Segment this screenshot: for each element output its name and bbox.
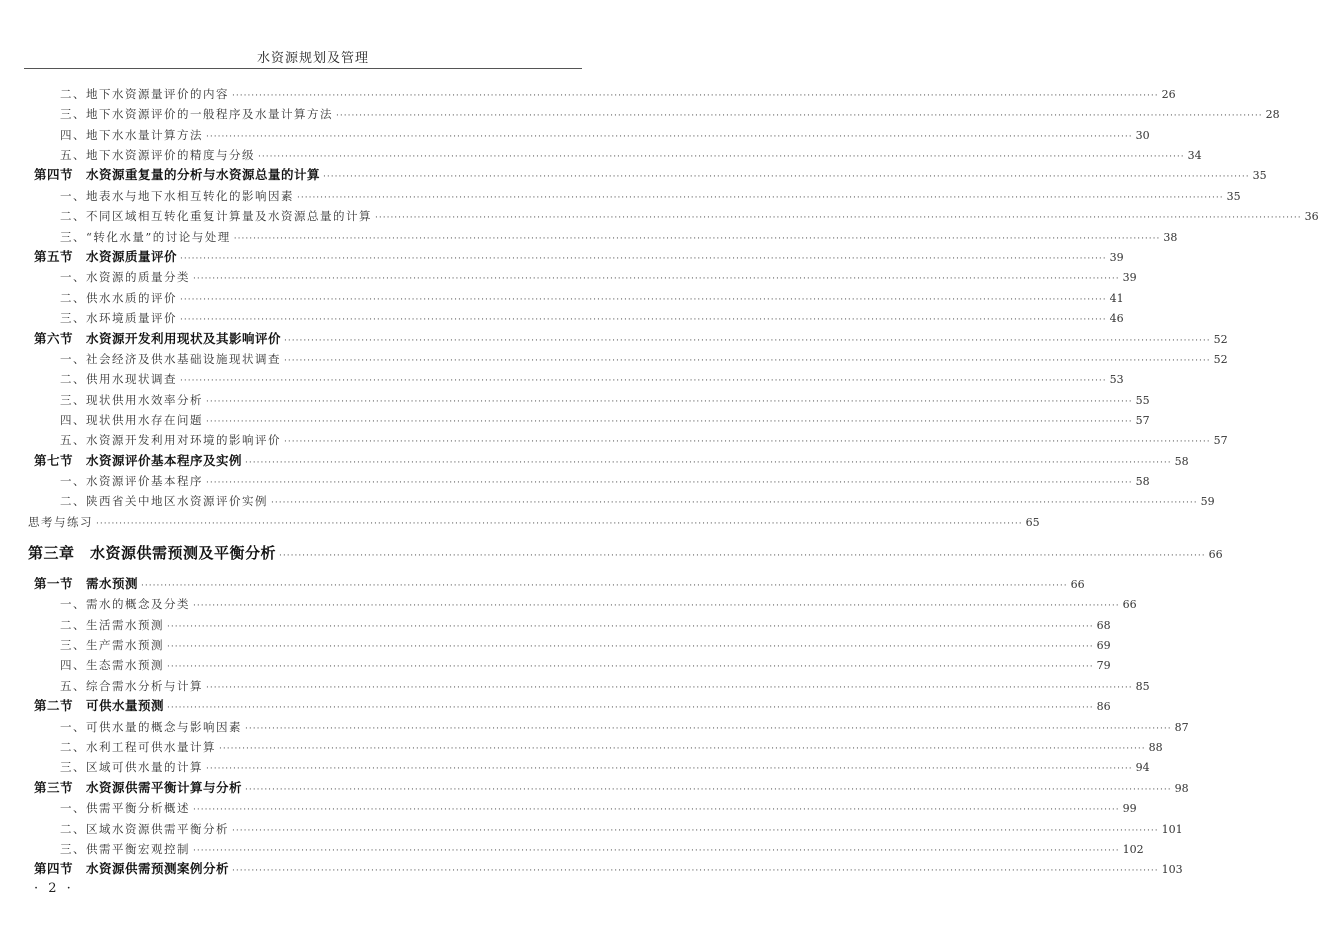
dot-leader: ················································································································································································································································ [193,805,1120,815]
dot-leader: ················································································································································································································································ [193,846,1120,856]
toc-entry-title: 三、生产需水预测 [60,638,164,652]
toc-item [60,840,1144,858]
dot-leader: ················································································································································································································································ [206,132,1133,142]
toc-page-number: 57 [1135,414,1150,427]
toc-item [60,85,1176,103]
toc-item [60,370,1124,388]
dot-leader: ················································································································································································································································ [167,703,1094,713]
dot-leader: ················································································································································································································································ [258,152,1185,162]
toc-entry-title: 三、“转化水量”的讨论与处理 [60,230,231,244]
toc-item [60,799,1137,817]
toc-page-number: 66 [1070,578,1085,591]
toc-section [34,166,1267,184]
toc-entry-title: 二、供用水现状调查 [60,372,177,386]
dot-leader: ················································································································································································································································ [96,519,1023,529]
toc-page-number: 57 [1213,434,1228,447]
toc-page-number: 59 [1200,495,1215,508]
toc-page-number: 28 [1265,108,1280,121]
toc-entry-title: 第四节 水资源重复量的分析与水资源总量的计算 [34,167,321,182]
toc-entry-title: 二、水利工程可供水量计算 [60,740,216,754]
dot-leader: ················································································································································································································································ [279,551,1206,561]
toc-entry-title: 第二节 可供水量预测 [34,698,165,713]
toc-entry-title: 一、需水的概念及分类 [60,597,190,611]
toc-entry-title: 三、现状供用水效率分析 [60,393,203,407]
toc-entry-title: 一、水资源的质量分类 [60,270,190,284]
toc-entry-title: 三、地下水资源评价的一般程序及水量计算方法 [60,107,333,121]
toc-item [60,718,1189,736]
running-header: 水资源规划及管理 [256,51,369,66]
toc-page-number: 66 [1208,548,1223,561]
dot-leader: ················································································································································································································································ [206,478,1133,488]
toc-entry-title: 一、社会经济及供水基础设施现状调查 [60,352,281,366]
toc-entry-title: 一、地表水与地下水相互转化的影响因素 [60,189,294,203]
dot-leader: ················································································································································································································································ [167,662,1094,672]
toc-entry-title: 四、现状供用水存在问题 [60,413,203,427]
toc-entry-title: 三、区域可供水量的计算 [60,760,203,774]
toc-page-number: 98 [1174,782,1189,795]
toc-page-number: 38 [1163,231,1178,244]
toc-page-number: 79 [1096,659,1111,672]
toc-page-number: 102 [1122,843,1144,856]
toc-item [60,309,1124,327]
dot-leader: ················································································································································································································································ [232,866,1159,876]
toc-page-number: 35 [1226,190,1241,203]
toc-section [34,575,1085,593]
toc-section [34,330,1228,348]
toc-entry-title: 三、供需平衡宏观控制 [60,842,190,856]
dot-leader: ················································································································································································································································ [206,683,1133,693]
toc-entry-title: 二、地下水资源量评价的内容 [60,87,229,101]
toc-entry-title: 第六节 水资源开发利用现状及其影响评价 [34,331,282,346]
dot-leader: ················································································································································································································································ [180,254,1107,264]
toc-page-number: 35 [1252,169,1267,182]
page-number: · 2 · [34,881,74,896]
toc-page-number: 87 [1174,721,1189,734]
toc-page-number: 66 [1122,598,1137,611]
toc-item [60,758,1150,776]
dot-leader: ················································································································································································································································ [193,601,1120,611]
toc-entry-title: 五、综合需水分析与计算 [60,679,203,693]
toc-entry-title: 思考与练习 [28,515,93,529]
dot-leader: ················································································································································································································································ [284,437,1211,447]
dot-leader: ················································································································································································································································ [336,111,1263,121]
toc-entry-title: 一、可供水量的概念与影响因素 [60,720,242,734]
toc-entry-title: 四、生态需水预测 [60,658,164,672]
toc-entry-title: 第七节 水资源评价基本程序及实例 [34,453,243,468]
toc-page-number: 39 [1122,271,1137,284]
toc-entry-title: 三、水环境质量评价 [60,311,177,325]
dot-leader: ················································································································································································································································ [167,622,1094,632]
dot-leader: ················································································································································································································································ [233,234,1161,244]
dot-leader: ················································································································································································································································ [245,785,1172,795]
toc-item [60,126,1150,144]
toc-page-number: 99 [1122,802,1137,815]
toc-item [60,105,1280,123]
toc-entry-title: 四、地下水水量计算方法 [60,128,203,142]
toc-page-number: 41 [1109,292,1124,305]
toc-page-number: 36 [1304,210,1319,223]
toc-item [60,738,1163,756]
dot-leader: ················································································································································································································································ [180,315,1107,325]
toc-entry-title: 第三章 水资源供需预测及平衡分析 [28,544,277,562]
toc-chapter [28,544,1223,562]
toc-page-number: 65 [1025,516,1040,529]
toc-page-number: 86 [1096,700,1111,713]
toc-page-number: 53 [1109,373,1124,386]
header-rule [24,68,582,69]
dot-leader: ················································································································································································································································ [219,744,1146,754]
dot-leader: ················································································································································································································································ [297,193,1224,203]
toc-section [34,860,1183,878]
dot-leader: ················································································································································································································································ [284,336,1211,346]
dot-leader: ················································································································································································································································ [245,724,1172,734]
dot-leader: ················································································································································································································································ [323,172,1250,182]
dot-leader: ················································································································································································································································ [206,764,1133,774]
toc-item [60,616,1111,634]
dot-leader: ················································································································································································································································ [271,498,1198,508]
dot-leader: ················································································································································································································································ [206,417,1133,427]
dot-leader: ················································································································································································································································ [180,295,1107,305]
dot-leader: ················································································································································································································································ [206,397,1133,407]
toc-entry-title: 第五节 水资源质量评价 [34,249,178,264]
toc-item [60,411,1150,429]
dot-leader: ················································································································································································································································ [284,356,1211,366]
dot-leader: ················································································································································································································································ [232,91,1159,101]
toc-entry-title: 第三节 水资源供需平衡计算与分析 [34,780,243,795]
toc-page-number: 46 [1109,312,1124,325]
toc-item [60,146,1202,164]
toc-page-number: 58 [1174,455,1189,468]
toc-page-number: 39 [1109,251,1124,264]
toc-item [60,636,1111,654]
toc-page-number: 101 [1161,823,1183,836]
toc-entry-title: 二、区域水资源供需平衡分析 [60,822,229,836]
toc-item [60,391,1150,409]
toc-page-number: 69 [1096,639,1111,652]
toc-item [60,595,1137,613]
toc-item [60,492,1215,510]
toc-section [34,248,1124,266]
toc-entry-title: 二、供水水质的评价 [60,291,177,305]
toc-entry-title: 五、地下水资源评价的精度与分级 [60,148,255,162]
toc-entry-title: 一、水资源评价基本程序 [60,474,203,488]
toc-entry-title: 第四节 水资源供需预测案例分析 [34,861,230,876]
toc-entry-title: 二、不同区域相互转化重复计算量及水资源总量的计算 [60,209,372,223]
toc-entry-title: 第一节 需水预测 [34,576,139,591]
toc-entry-title: 二、陕西省关中地区水资源评价实例 [60,494,268,508]
dot-leader: ················································································································································································································································ [375,213,1302,223]
toc-item [60,187,1241,205]
toc-page-number: 52 [1213,353,1228,366]
toc-page-number: 52 [1213,333,1228,346]
dot-leader: ················································································································································································································································ [193,274,1120,284]
dot-leader: ················································································································································································································································ [180,376,1107,386]
toc-item [60,431,1228,449]
dot-leader: ················································································································································································································································ [141,581,1068,591]
toc-misc [28,513,1040,531]
toc-page-number: 88 [1148,741,1163,754]
dot-leader: ················································································································································································································································ [232,826,1159,836]
dot-leader: ················································································································································································································································ [245,458,1172,468]
toc-entry-title: 一、供需平衡分析概述 [60,801,190,815]
toc-item [60,677,1150,695]
toc-item [60,289,1124,307]
toc-entry-title: 二、生活需水预测 [60,618,164,632]
toc-item [60,228,1178,246]
toc-page-number: 103 [1161,863,1183,876]
toc-page-number: 58 [1135,475,1150,488]
toc-entry-title: 五、水资源开发利用对环境的影响评价 [60,433,281,447]
toc-section [34,697,1111,715]
toc-page-number: 34 [1187,149,1202,162]
toc-item [60,268,1137,286]
toc-page-number: 30 [1135,129,1150,142]
toc-item [60,207,1319,225]
toc-item [60,820,1183,838]
toc-item [60,656,1111,674]
toc-section [34,452,1189,470]
toc-item [60,472,1150,490]
toc-page-number: 55 [1135,394,1150,407]
dot-leader: ················································································································································································································································ [167,642,1094,652]
toc-page-number: 26 [1161,88,1176,101]
toc-page-number: 68 [1096,619,1111,632]
toc-page-number: 85 [1135,680,1150,693]
toc-page-number: 94 [1135,761,1150,774]
toc-item [60,350,1228,368]
toc-section [34,779,1189,797]
